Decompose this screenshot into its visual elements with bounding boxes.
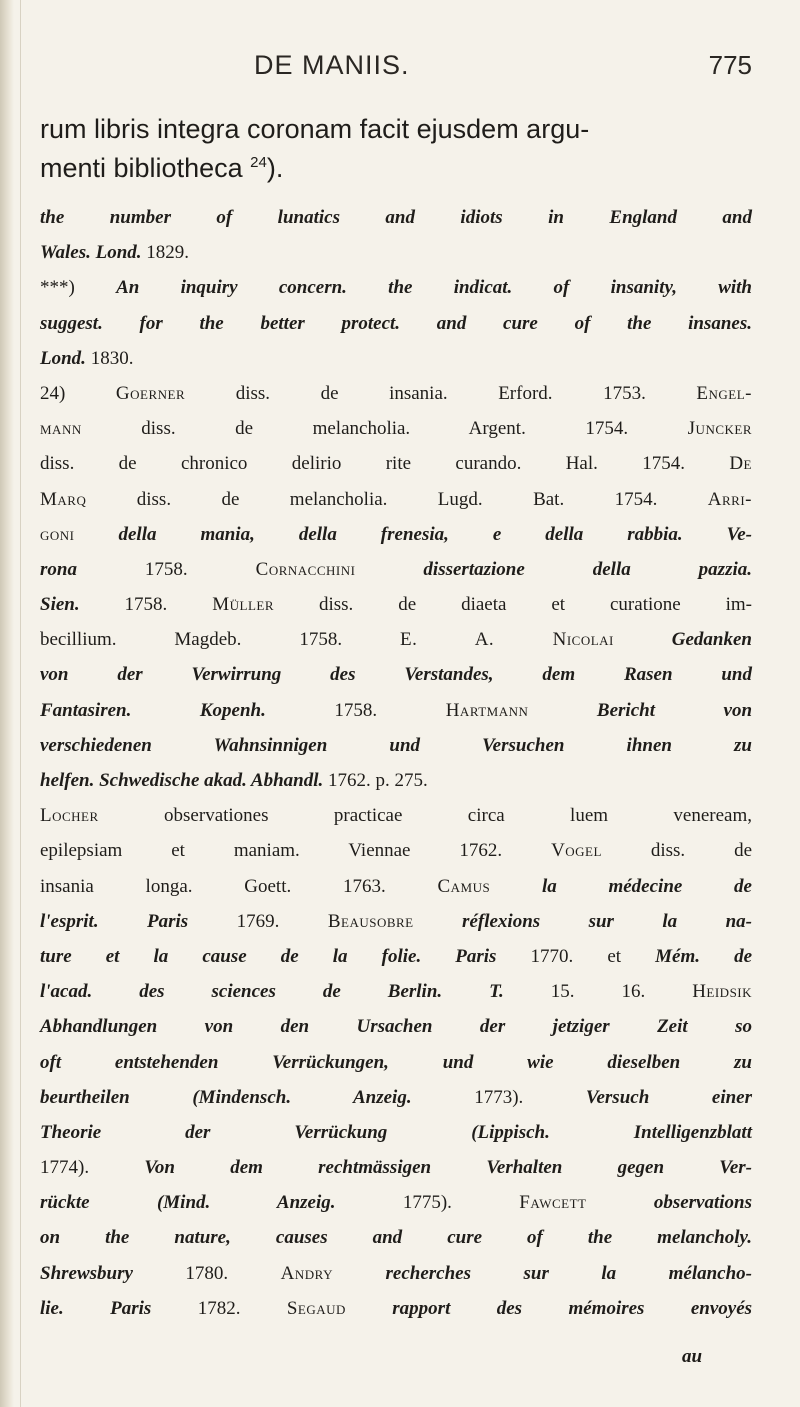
- page-header: [0, 50, 800, 94]
- note-line: Wales. Lond. 1829.: [40, 242, 190, 264]
- note-line: l'esprit. Paris 1769. Beausobre réflexions sur la na-: [40, 910, 752, 932]
- note-line: Abhandlungen von den Ursachen der jetziger Zeit so: [40, 1016, 752, 1038]
- footnote-reference: 24: [250, 154, 267, 171]
- note-line: ***) An inquiry concern. the indicat. of insanity, with: [40, 277, 752, 299]
- note-line: Shrewsbury 1780. Andry recherches sur la mélancho-: [40, 1262, 753, 1284]
- note-line: l'acad. des sciences de Berlin. T. 15. 16. Heidsik: [40, 981, 753, 1003]
- note-line: diss. de chronico delirio rite curando. Hal. 1754. De: [40, 453, 752, 475]
- note-line: becillium. Magdeb. 1758. E. A. Nicolai Gedanken: [40, 629, 752, 651]
- note-line: Marq diss. de melancholia. Lugd. Bat. 1754. Arri-: [40, 488, 752, 510]
- note-line: on the nature, causes and cure of the melancholy.: [40, 1227, 752, 1249]
- note-line: Lond. 1830.: [40, 347, 134, 369]
- note-line: ture et la cause de la folie. Paris 1770. et Mém. de: [40, 945, 753, 967]
- note-line: verschiedenen Wahnsinnigen und Versuchen ihnen zu: [40, 734, 752, 756]
- note-line: insania longa. Goett. 1763. Camus la médecine de: [40, 875, 752, 897]
- note-line: helfen. Schwedische akad. Abhandl. 1762. p. 275.: [40, 770, 428, 791]
- catchword: au: [682, 1346, 703, 1367]
- note-line: suggest. for the better protect. and cure of the insanes.: [40, 312, 752, 334]
- note-line: beurtheilen (Mindensch. Anzeig. 1773). Versuch einer: [40, 1086, 752, 1108]
- note-line: 1774). Von dem rechtmässigen Verhalten gegen Ver-: [40, 1157, 752, 1179]
- note-line: epilepsiam et maniam. Viennae 1762. Vogel diss. de: [40, 840, 753, 862]
- footnotes: [40, 200, 752, 1326]
- note-line: 24) Goerner diss. de insania. Erford. 1753. Engel-: [40, 382, 752, 404]
- page-number: 775: [708, 50, 752, 80]
- note-line: the number of lunatics and idiots in England and: [40, 207, 752, 228]
- main-text-line-1: rum libris integra coronam facit ejusdem argu-: [40, 114, 590, 144]
- main-text-line-2: menti bibliotheca $^{24}$).: [40, 153, 284, 183]
- note-line: rona 1758. Cornacchini dissertazione della pazzia.: [40, 558, 753, 580]
- running-head: DE MANIIS.: [254, 50, 410, 80]
- note-line: goni della mania, della frenesia, e della rabbia. Ve-: [40, 523, 752, 545]
- note-line: von der Verwirrung des Verstandes, dem Rasen und: [40, 664, 752, 686]
- note-line: Fantasiren. Kopenh. 1758. Hartmann Bericht von: [40, 699, 753, 721]
- main-text: [40, 110, 750, 188]
- note-line: Locher observationes practicae circa luem veneream,: [40, 805, 752, 827]
- note-line: lie. Paris 1782. Segaud rapport des mémoires envoyés: [40, 1297, 753, 1319]
- note-line: oft entstehenden Verrückungen, und wie dieselben zu: [40, 1051, 752, 1073]
- note-line: mann diss. de melancholia. Argent. 1754. Juncker: [40, 418, 752, 440]
- note-line: Sien. 1758. Müller diss. de diaeta et curatione im-: [40, 594, 753, 616]
- note-line: Theorie der Verrückung (Lippisch. Intelligenzblatt: [40, 1121, 752, 1143]
- note-line: rückte (Mind. Anzeig. 1775). Fawcett observations: [40, 1192, 752, 1214]
- page-gutter-shadow: [0, 0, 14, 1407]
- page-edge-line: [20, 0, 21, 1407]
